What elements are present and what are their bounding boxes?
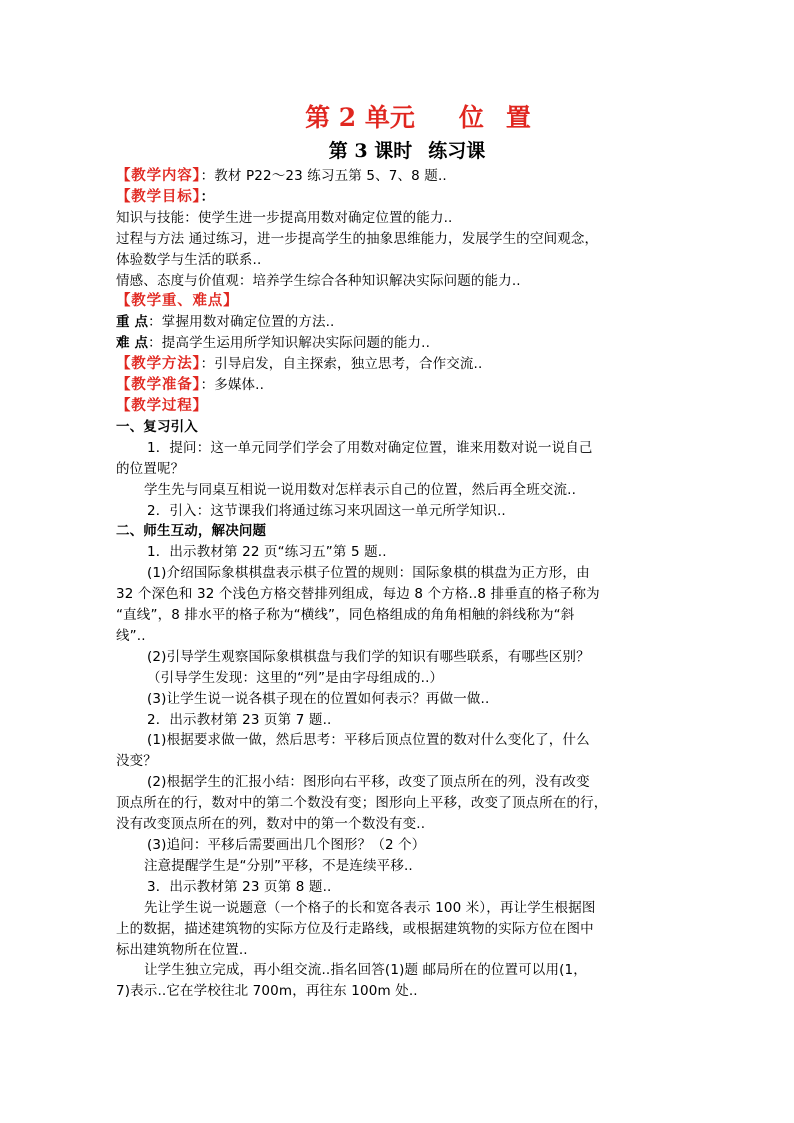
para-13: 3．出示教材第 23 页第 8 题.. (147, 878, 332, 895)
prep-header: 【教学准备】 (116, 377, 201, 394)
section-2-heading: 二、师生互动，解决问题 (116, 523, 267, 540)
prep-text: ：多媒体.. (200, 377, 265, 394)
para-5c: “直线”，8 排水平的格子称为“横线”，同色格组成的角角相触的斜线称为“斜 (116, 607, 575, 624)
goal-2b: 体验数学与生活的联系.. (116, 251, 262, 268)
method-line (116, 354, 678, 375)
para-10b: 顶点所在的行，数对中的第二个数没有变；图形向上平移，改变了顶点所在的行， (116, 795, 608, 812)
goals-header: 【教学目标】 (116, 188, 201, 205)
diff-text: ：提高学生运用所学知识解决实际问题的能力.. (148, 335, 431, 352)
subtitle-lesson: 第 3 课时 (328, 140, 413, 162)
method-header: 【教学方法】 (116, 356, 201, 373)
para-14c: 标出建筑物所在位置.. (116, 941, 248, 958)
content-line (116, 166, 678, 187)
para-5b: 32 个深色和 32 个浅色方格交替排列组成，每边 8 个方格..8 排垂直的格子称为 (116, 586, 600, 603)
para-14b: 上的数据，描述建筑物的实际方位及行走路线，或根据建筑物的实际方位在图中 (116, 920, 594, 937)
unit-title (158, 100, 678, 136)
difficult-point (116, 333, 678, 354)
para-14a: 先让学生说一说题意（一个格子的长和宽各表示 100 米），再让学生根据图 (144, 899, 596, 916)
para-3: 2．引入：这节课我们将通过练习来巩固这一单元所学知识.. (147, 502, 506, 519)
para-12: 注意提醒学生是“分别”平移，不是连续平移.. (144, 857, 413, 874)
para-4: 1．出示教材第 22 页“练习五”第 5 题.. (147, 544, 387, 561)
para-5d: 线”.. (116, 627, 146, 644)
content-text: ：教材 P22～23 练习五第 5、7、8 题.. (200, 168, 447, 184)
para-6b: （引导学生发现：这里的“列”是由字母组成的..） (147, 669, 444, 686)
lesson-plan-page (116, 100, 678, 1002)
goal-1: 知识与技能：使学生进一步提高用数对确定位置的能力.. (116, 209, 453, 226)
title-unit: 第 2 单元 (305, 103, 415, 132)
para-7: (3)让学生说一说各棋子现在的位置如何表示？再做一做.. (147, 690, 490, 707)
para-2: 学生先与同桌互相说一说用数对怎样表示自己的位置，然后再全班交流.. (144, 481, 577, 498)
para-5a: (1)介绍国际象棋棋盘表示棋子位置的规则：国际象棋的棋盘为正方形，由 (147, 565, 590, 582)
goal-2a: 过程与方法 通过练习，进一步提高学生的抽象思维能力，发展学生的空间观念， (116, 230, 599, 247)
subtitle-type: 练习课 (428, 140, 486, 162)
key-point (116, 312, 678, 333)
para-11: (3)追问：平移后需要画出几个图形？（2 个） (147, 837, 426, 853)
para-1b: 的位置呢？ (116, 460, 185, 477)
section-1-heading: 一、复习引入 (116, 418, 198, 435)
goals-line (116, 187, 678, 208)
title-topic-2: 置 (505, 103, 531, 132)
para-9b: 没变？ (116, 753, 157, 770)
title-topic-1: 位 (458, 103, 484, 132)
para-1a: 1．提问：这一单元同学们学会了用数对确定位置，谁来用数对说一说自己 (147, 439, 593, 456)
para-15a: 让学生独立完成，再小组交流..指名回答(1)题 邮局所在的位置可以用(1， (144, 962, 587, 979)
para-9a: (1)根据要求做一做，然后思考：平移后顶点位置的数对什么变化了，什么 (147, 732, 590, 749)
key-text: ：掌握用数对确定位置的方法.. (148, 314, 335, 331)
para-6a: (2)引导学生观察国际象棋棋盘与我们学的知识有哪些联系，有哪些区别？ (147, 648, 590, 665)
para-8: 2．出示教材第 23 页第 7 题.. (147, 711, 332, 728)
para-15b: 7)表示..它在学校往北 700m，再往东 100m 处.. (116, 983, 418, 1000)
key-header: 【教学重、难点】 (116, 293, 239, 310)
content-header: 【教学内容】 (116, 168, 201, 184)
diff-label: 难 点 (116, 335, 149, 352)
para-10a: (2)根据学生的汇报小结：图形向右平移，改变了顶点所在的列，没有改变 (147, 774, 590, 791)
goal-3: 情感、态度与价值观：培养学生综合各种知识解决实际问题的能力.. (116, 272, 521, 289)
key-header-line (116, 291, 678, 312)
key-label: 重 点 (116, 314, 149, 331)
process-header: 【教学过程】 (116, 397, 208, 414)
process-line (116, 396, 678, 417)
para-10c: 没有改变顶点所在的列，数对中的第一个数没有变.. (116, 816, 426, 833)
method-text: ：引导启发，自主探索，独立思考，合作交流.. (200, 356, 483, 373)
prep-line (116, 375, 678, 396)
lesson-subtitle (136, 136, 678, 166)
goals-colon: ： (200, 188, 215, 205)
